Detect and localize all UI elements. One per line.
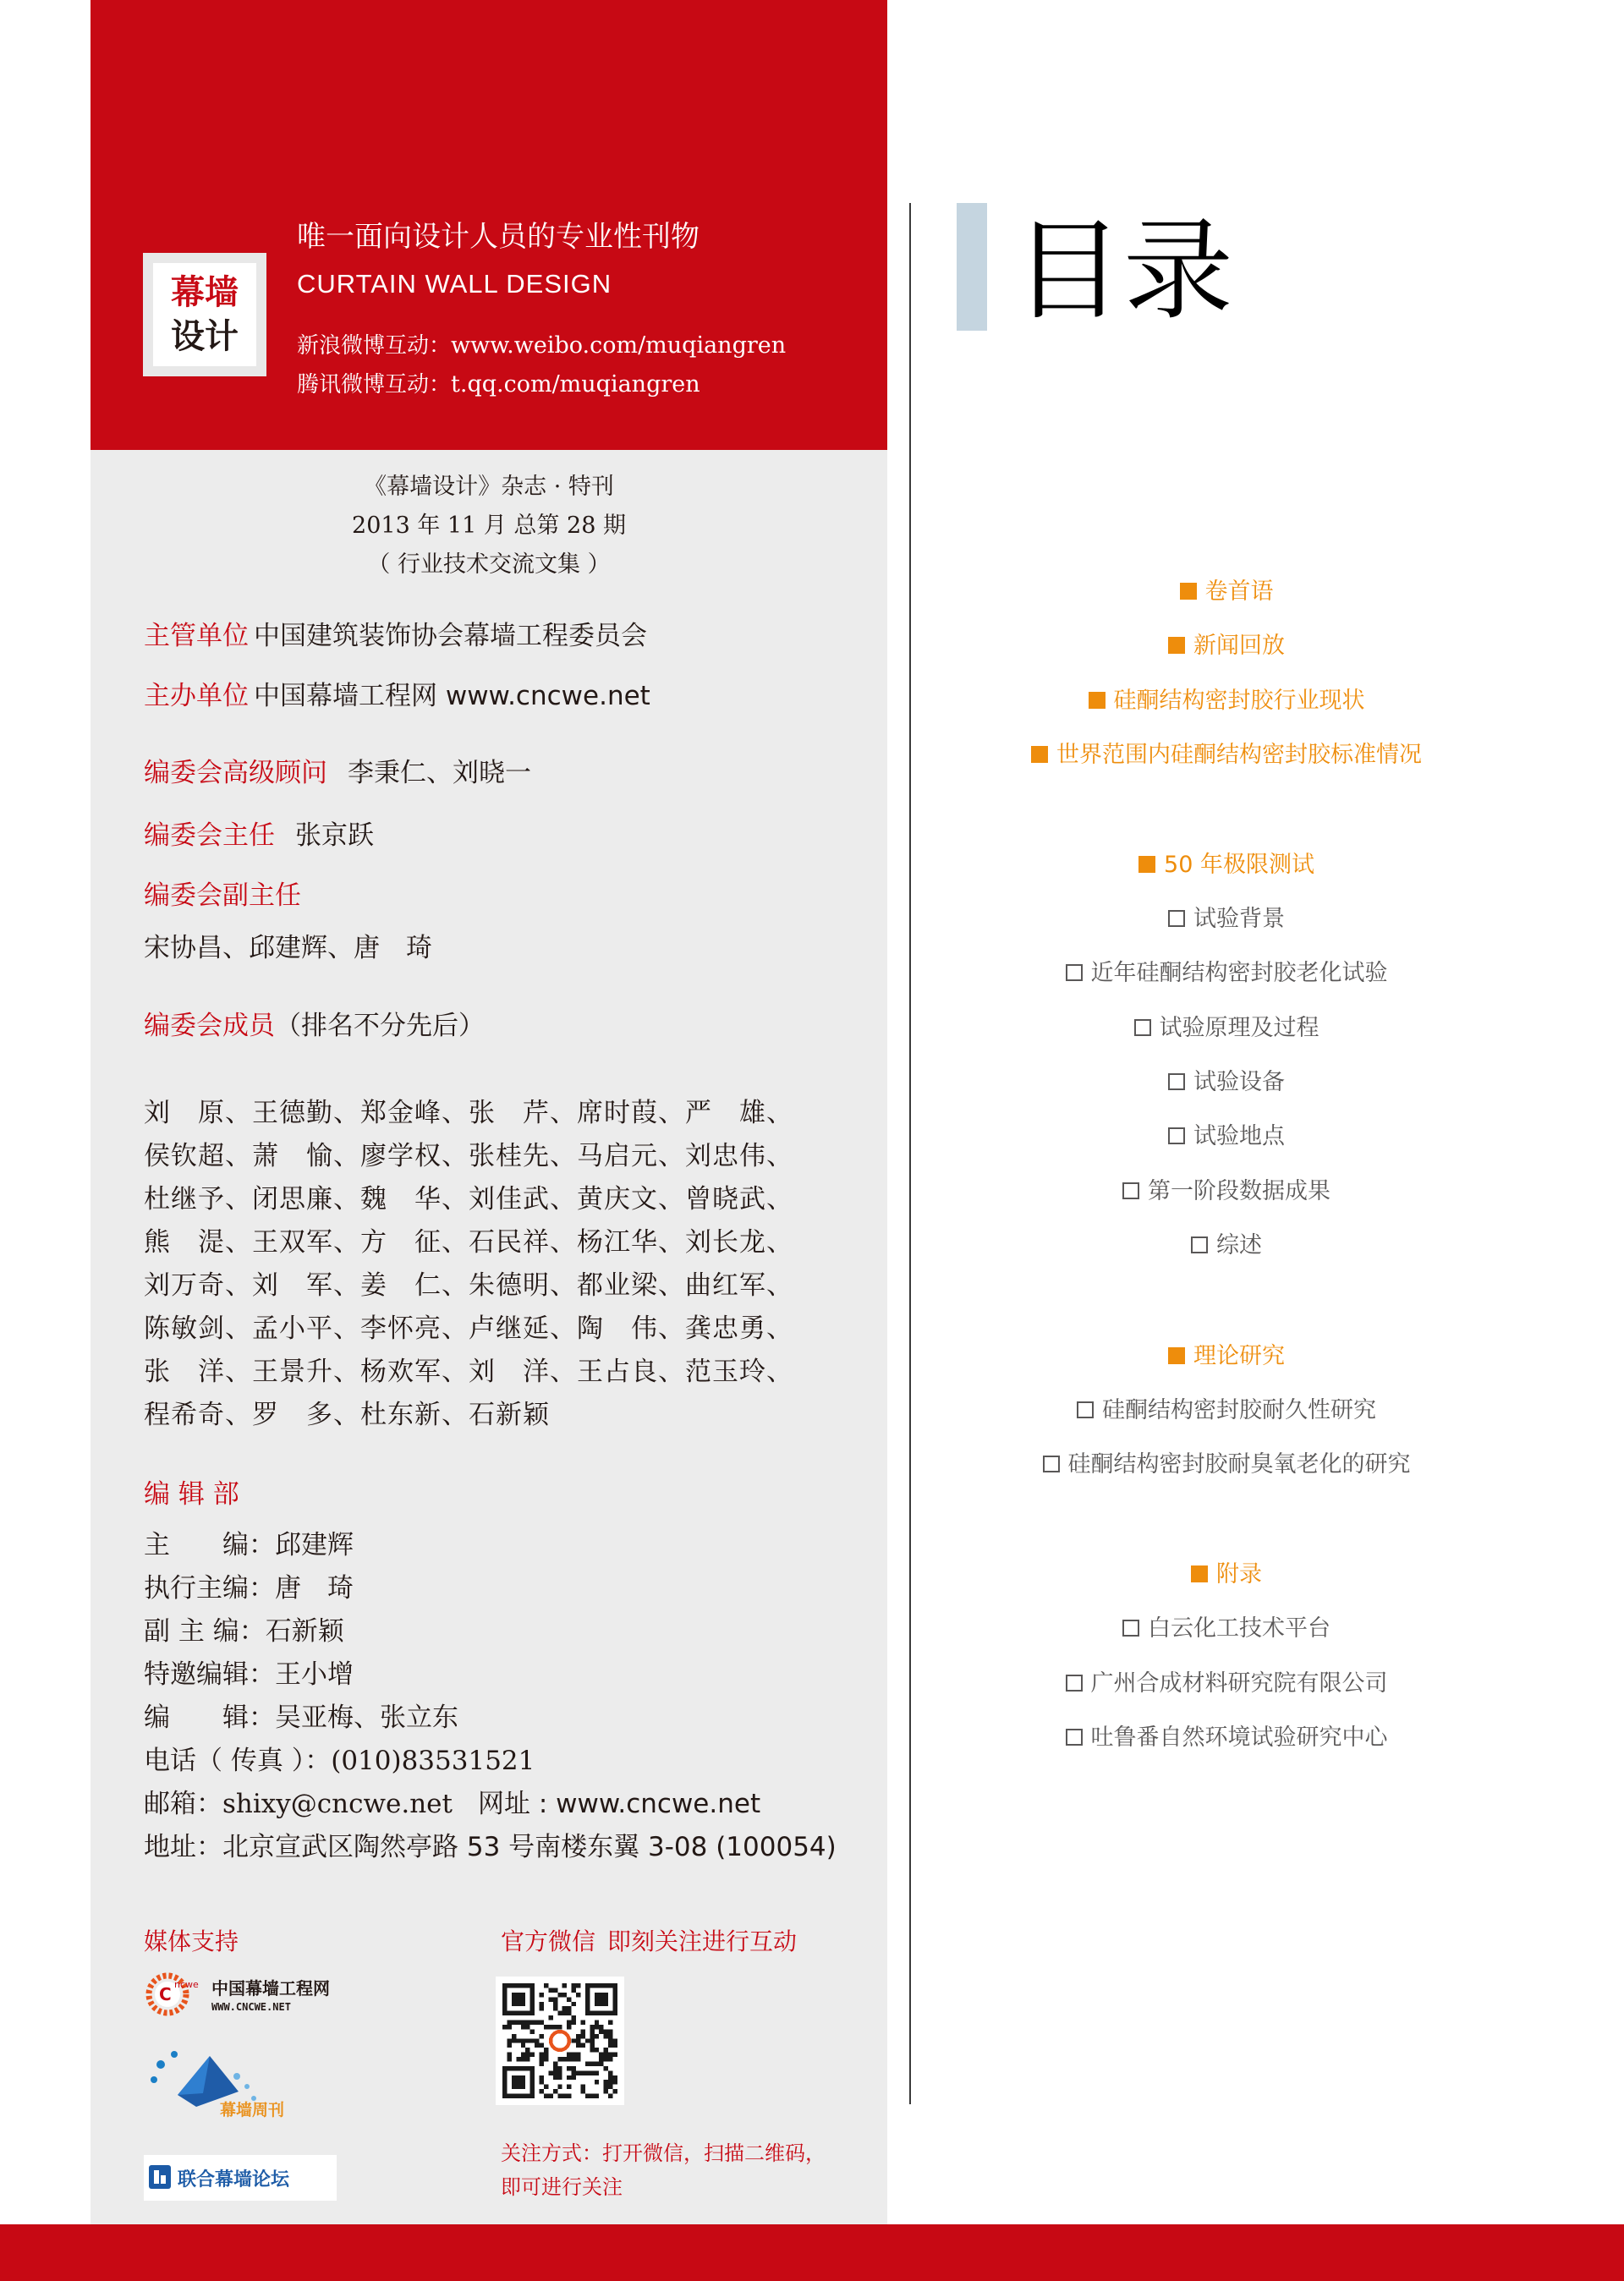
filled-square-icon [1168, 637, 1185, 654]
supervisor-label: 主管单位 [144, 621, 249, 651]
chief-editor-value: 邱建辉 [275, 1530, 354, 1560]
logo-line-2: 设计 [171, 317, 239, 356]
toc-subsection[interactable] [973, 954, 1480, 987]
toc-title: 目录 [1013, 206, 1234, 335]
members-line: 刘 原、王德勤、郑金峰、张 芹、席时葭、严 雄、 [144, 1098, 793, 1128]
members-label: 编委会成员 [144, 1011, 275, 1041]
toc-subsection[interactable] [973, 900, 1480, 933]
members-line: 陈敏剑、孟小平、李怀亮、卢继延、陶 伟、龚忠勇、 [144, 1313, 793, 1344]
chief-editor [144, 1523, 354, 1561]
toc-accent-bar [957, 203, 987, 331]
members-line: 刘万奇、刘 军、姜 仁、朱德明、都业梁、曲红军、 [144, 1270, 793, 1301]
deputy-editor [144, 1609, 344, 1648]
logo-line-1: 幕墙 [171, 273, 239, 312]
footer-bar [0, 2224, 1624, 2281]
empty-square-icon [1077, 1401, 1094, 1418]
supervisor-value: 中国建筑装饰协会幕墙工程委员会 [254, 621, 647, 651]
toc-label: 试验背景 [1193, 906, 1285, 932]
follow-instructions [501, 2136, 856, 2204]
issue-date: 2013 年 11 月 总第 28 期 [352, 513, 626, 539]
filled-square-icon [1168, 1347, 1185, 1364]
toc-label: 第一阶段数据成果 [1148, 1178, 1330, 1204]
cncwe-logo-en: WWW.CNCWE.NET [211, 2001, 291, 2013]
cncwe-logo[interactable] [144, 1971, 355, 2018]
toc-section[interactable] [973, 627, 1480, 660]
address-value: 北京宣武区陶然亭路 53 号南楼东翼 3-08 (100054) [222, 1832, 837, 1862]
address-label: 地址： [144, 1832, 222, 1862]
weibo-sina-link[interactable]: www.weibo.com/muqiangren [451, 332, 787, 359]
toc-subsection[interactable] [973, 1009, 1480, 1042]
toc-label: 硅酮结构密封胶耐久性研究 [1102, 1397, 1376, 1423]
svg-text:C: C [159, 1984, 172, 2004]
members-line: 杜继予、闭思廉、魏 华、刘佳武、黄庆文、曾晓武、 [144, 1184, 793, 1215]
website-label: 网址 : [477, 1789, 557, 1819]
toc-label: 附录 [1216, 1561, 1262, 1587]
magazine-logo [143, 253, 266, 376]
filled-square-icon [1031, 746, 1048, 763]
toc-section[interactable] [973, 573, 1480, 606]
forum-logo-graphic [144, 2155, 337, 2201]
sponsor-label: 主办单位 [144, 681, 249, 711]
toc-section[interactable] [973, 1337, 1480, 1370]
email-label: 邮箱： [144, 1789, 222, 1819]
weibo-sina [297, 328, 786, 359]
toc-label: 世界范围内硅酮结构密封胶标准情况 [1056, 742, 1422, 768]
wechat-action: 即刻关注进行互动 [607, 1927, 798, 1955]
weekly-logo-text: 幕墙周刊 [220, 2101, 285, 2119]
editors-value: 吴亚梅、张立东 [275, 1703, 458, 1733]
filled-square-icon [1191, 1565, 1208, 1582]
media-support-label: 媒体支持 [144, 1927, 239, 1955]
wechat-heading [501, 1923, 797, 1957]
column-divider [909, 203, 911, 2104]
empty-square-icon [1168, 1073, 1185, 1090]
contact-email-web [144, 1782, 760, 1820]
executive-editor [144, 1566, 354, 1604]
empty-square-icon [1066, 964, 1083, 981]
empty-square-icon [1168, 910, 1185, 927]
weekly-logo[interactable] [144, 2042, 313, 2127]
toc-subsection[interactable] [973, 1391, 1480, 1424]
weibo-qq-label: 腾讯微博互动： [297, 372, 452, 398]
toc-label: 近年硅酮结构密封胶老化试验 [1090, 960, 1388, 986]
toc-label: 50 年极限测试 [1164, 852, 1314, 878]
empty-square-icon [1168, 1127, 1185, 1144]
members-heading [144, 1004, 485, 1042]
members-note: （排名不分先后） [275, 1011, 485, 1041]
empty-square-icon [1122, 1620, 1139, 1637]
toc-label: 试验地点 [1193, 1123, 1285, 1149]
chief-editor-label: 主 编： [144, 1530, 275, 1560]
toc-label: 试验设备 [1193, 1069, 1285, 1095]
empty-square-icon [1066, 1729, 1083, 1746]
forum-logo[interactable] [144, 2155, 337, 2201]
deputy-editor-value: 石新颖 [265, 1616, 344, 1647]
members-line: 程希奇、罗 多、杜东新、石新颖 [144, 1400, 550, 1430]
director-value: 张京跃 [295, 820, 374, 851]
filled-square-icon [1180, 583, 1197, 600]
members-line: 熊 湜、王双军、方 征、石民祥、杨江华、刘长龙、 [144, 1227, 793, 1258]
filled-square-icon [1138, 856, 1155, 873]
director-label: 编委会主任 [144, 820, 275, 851]
empty-square-icon [1134, 1019, 1151, 1036]
masthead-column [91, 0, 887, 2224]
executive-editor-value: 唐 琦 [275, 1573, 354, 1604]
filled-square-icon [1089, 692, 1106, 709]
empty-square-icon [1191, 1236, 1208, 1253]
toc-label: 卷首语 [1204, 578, 1274, 605]
toc-label: 硅酮结构密封胶耐臭氧老化的研究 [1067, 1451, 1411, 1478]
issue-title: 《幕墙设计》杂志 · 特刊 [364, 474, 614, 500]
executive-editor-label: 执行主编： [144, 1573, 275, 1604]
advisor-field [144, 751, 531, 789]
toc-label: 广州合成材料研究院有限公司 [1090, 1670, 1388, 1697]
editors [144, 1696, 458, 1734]
cncwe-logo-graphic [144, 1971, 355, 2018]
toc-subsection[interactable] [973, 1172, 1480, 1205]
magazine-tagline: 唯一面向设计人员的专业性刊物 [297, 220, 700, 254]
toc-label: 试验原理及过程 [1159, 1015, 1320, 1041]
weekly-logo-graphic [144, 2042, 313, 2127]
wechat-qr-code[interactable] [496, 1977, 624, 2105]
cncwe-logo-cn: 中国幕墙工程网 [211, 1978, 330, 1999]
toc-subsection[interactable] [973, 1609, 1480, 1642]
follow-line-2: 即可进行关注 [501, 2175, 623, 2199]
phone-value: (010)83531521 [331, 1746, 535, 1776]
empty-square-icon [1066, 1675, 1083, 1692]
sponsor-value: 中国幕墙工程网 www.cncwe.net [254, 681, 650, 711]
director-field [144, 814, 374, 852]
follow-line-1: 关注方式：打开微信，扫描二维码， [501, 2141, 826, 2165]
toc-section[interactable] [973, 736, 1480, 769]
forum-logo-text: 联合幕墙论坛 [178, 2169, 290, 2191]
toc-section[interactable] [973, 682, 1480, 715]
website-link[interactable]: www.cncwe.net [556, 1789, 761, 1819]
guest-editor-value: 王小增 [275, 1659, 354, 1690]
magazine-english-title: CURTAIN WALL DESIGN [297, 269, 612, 299]
toc-subsection[interactable] [973, 1445, 1480, 1478]
toc-label: 吐鲁番自然环境试验研究中心 [1090, 1724, 1388, 1751]
sponsor-field [144, 674, 650, 712]
toc-label: 白云化工技术平台 [1148, 1615, 1330, 1642]
guest-editor [144, 1653, 354, 1691]
phone-label: 电话（ 传真 ）： [144, 1746, 332, 1776]
toc-subsection[interactable] [973, 1117, 1480, 1150]
members-line: 张 洋、王景升、杨欢军、刘 洋、王占良、范玉玲、 [144, 1357, 793, 1387]
toc-subsection[interactable] [973, 1719, 1480, 1752]
deputy-director-label: 编委会副主任 [144, 880, 301, 911]
deputy-editor-label: 副 主 编： [144, 1616, 266, 1647]
toc-section[interactable] [973, 1555, 1480, 1588]
phone-fax [144, 1739, 535, 1777]
toc-subsection[interactable] [973, 1226, 1480, 1259]
toc-label: 新闻回放 [1193, 633, 1285, 659]
supervisor-field [144, 614, 647, 652]
toc-label: 综述 [1216, 1232, 1262, 1258]
email-link[interactable]: shixy@cncwe.net [222, 1789, 453, 1819]
empty-square-icon [1043, 1456, 1060, 1472]
weibo-sina-label: 新浪微博互动： [297, 333, 452, 359]
editorial-heading: 编 辑 部 [144, 1479, 239, 1510]
qr-code-graphic [502, 1983, 617, 2098]
wechat-label: 官方微信 [501, 1927, 596, 1955]
advisor-label: 编委会高级顾问 [144, 758, 327, 788]
magazine-header [91, 0, 887, 450]
advisor-value: 李秉仁、刘晓一 [348, 758, 531, 788]
weibo-qq [297, 367, 700, 398]
toc-label: 理论研究 [1193, 1343, 1285, 1369]
guest-editor-label: 特邀编辑： [144, 1659, 275, 1690]
members-line: 侯钦超、萧 愉、廖学权、张桂先、马启元、刘忠伟、 [144, 1141, 793, 1171]
toc-label: 硅酮结构密封胶行业现状 [1113, 688, 1365, 714]
editors-label: 编 辑： [144, 1703, 275, 1733]
deputy-director-value: 宋协昌、邱建辉、唐 琦 [144, 933, 432, 963]
cncwe-logo-mark: ncwe [174, 1979, 199, 1990]
address [144, 1825, 837, 1863]
empty-square-icon [1122, 1182, 1139, 1199]
toc-subsection[interactable] [973, 1664, 1480, 1697]
issue-subtitle: （ 行业技术交流文集 ） [367, 551, 611, 578]
weibo-qq-link[interactable]: t.qq.com/muqiangren [451, 371, 700, 398]
toc-subsection[interactable] [973, 1063, 1480, 1096]
toc-section[interactable] [973, 846, 1480, 879]
